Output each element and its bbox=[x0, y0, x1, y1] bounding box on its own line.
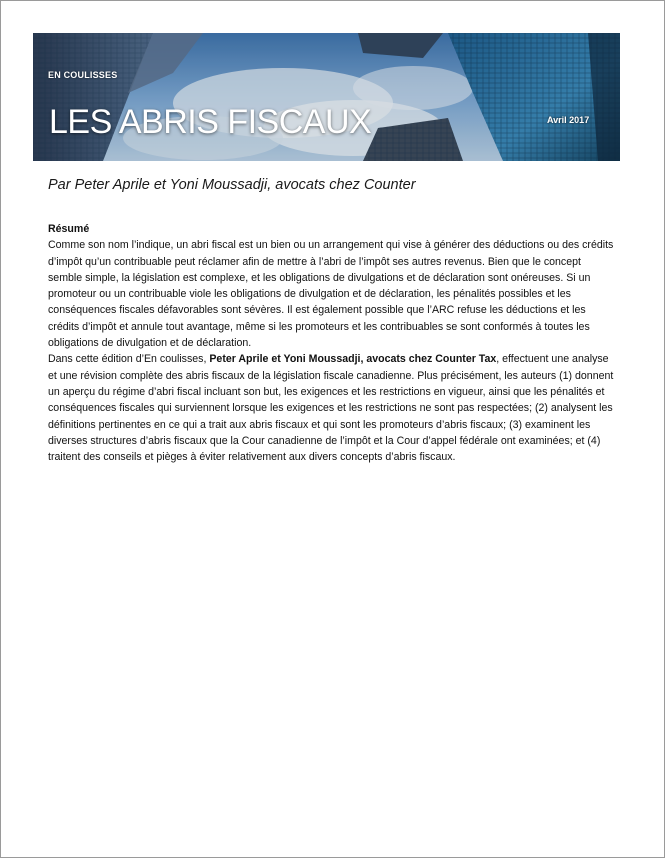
paragraph-2-lead: Dans cette édition d’En coulisses, bbox=[48, 353, 210, 366]
summary-paragraph-1: Comme son nom l’indique, un abri fiscal est un bien ou un arrangement qui vise à générer des déductions ou des crédits d’impôt qu’un contribuable peut réclamer afin de mettre à l’abri de l’impôt ses autres revenus. Bien que le concept semble simple, la législation est complexe, et les obligations de divulgations et de déclaration sont onéreuses. Si un promoteur ou un contribuable viole les obligations de divulgation et de déclaration, les pénalités possibles et les conséquences fiscales défavorables sont sévères. Il est également possible que l’ARC refuse les déductions et les crédits d’impôt et annule tout avantage, même si les promoteurs et les contribuables se sont conformés à toutes les obligations de divulgation et de déclaration. bbox=[48, 239, 614, 350]
summary-heading: Résumé bbox=[48, 223, 90, 235]
document-title: LES ABRIS FISCAUX bbox=[49, 103, 372, 141]
summary-section bbox=[48, 221, 614, 465]
issue-date: Avril 2017 bbox=[547, 115, 590, 125]
skyscraper-sky-photo bbox=[33, 33, 620, 161]
paragraph-2-rest: , effectuent une analyse et une révision complète des abris fiscaux de la législation fiscale canadienne. Plus précisément, les auteurs (1) donnent un aperçu du régime d’abri fiscal incluant son but, les exigences et les restrictions en vigueur, ainsi que les pénalités et conséquences fiscales qui surviennent lorsque les exigences et les restrictions ne sont pas respectées; (2) analysent les définitions pertinentes en ce qui a trait aux abris fiscaux et qui sont les promoteurs d’abris fiscaux; (3) examinent les diverses structures d’abris fiscaux que la Cour canadienne de l’impôt et la Cour d’appel fédérale ont examinées; et (4) traitent des conseils et pièges à éviter relativement aux divers concepts d’abris fiscaux. bbox=[48, 353, 614, 464]
header-banner bbox=[33, 33, 620, 161]
summary-paragraph-2 bbox=[48, 351, 614, 465]
series-tag: EN COULISSES bbox=[48, 70, 118, 80]
authors-emphasis: Peter Aprile et Yoni Moussadji, avocats chez Counter Tax bbox=[209, 353, 497, 366]
author-byline: Par Peter Aprile et Yoni Moussadji, avocats chez Counter bbox=[48, 177, 416, 193]
